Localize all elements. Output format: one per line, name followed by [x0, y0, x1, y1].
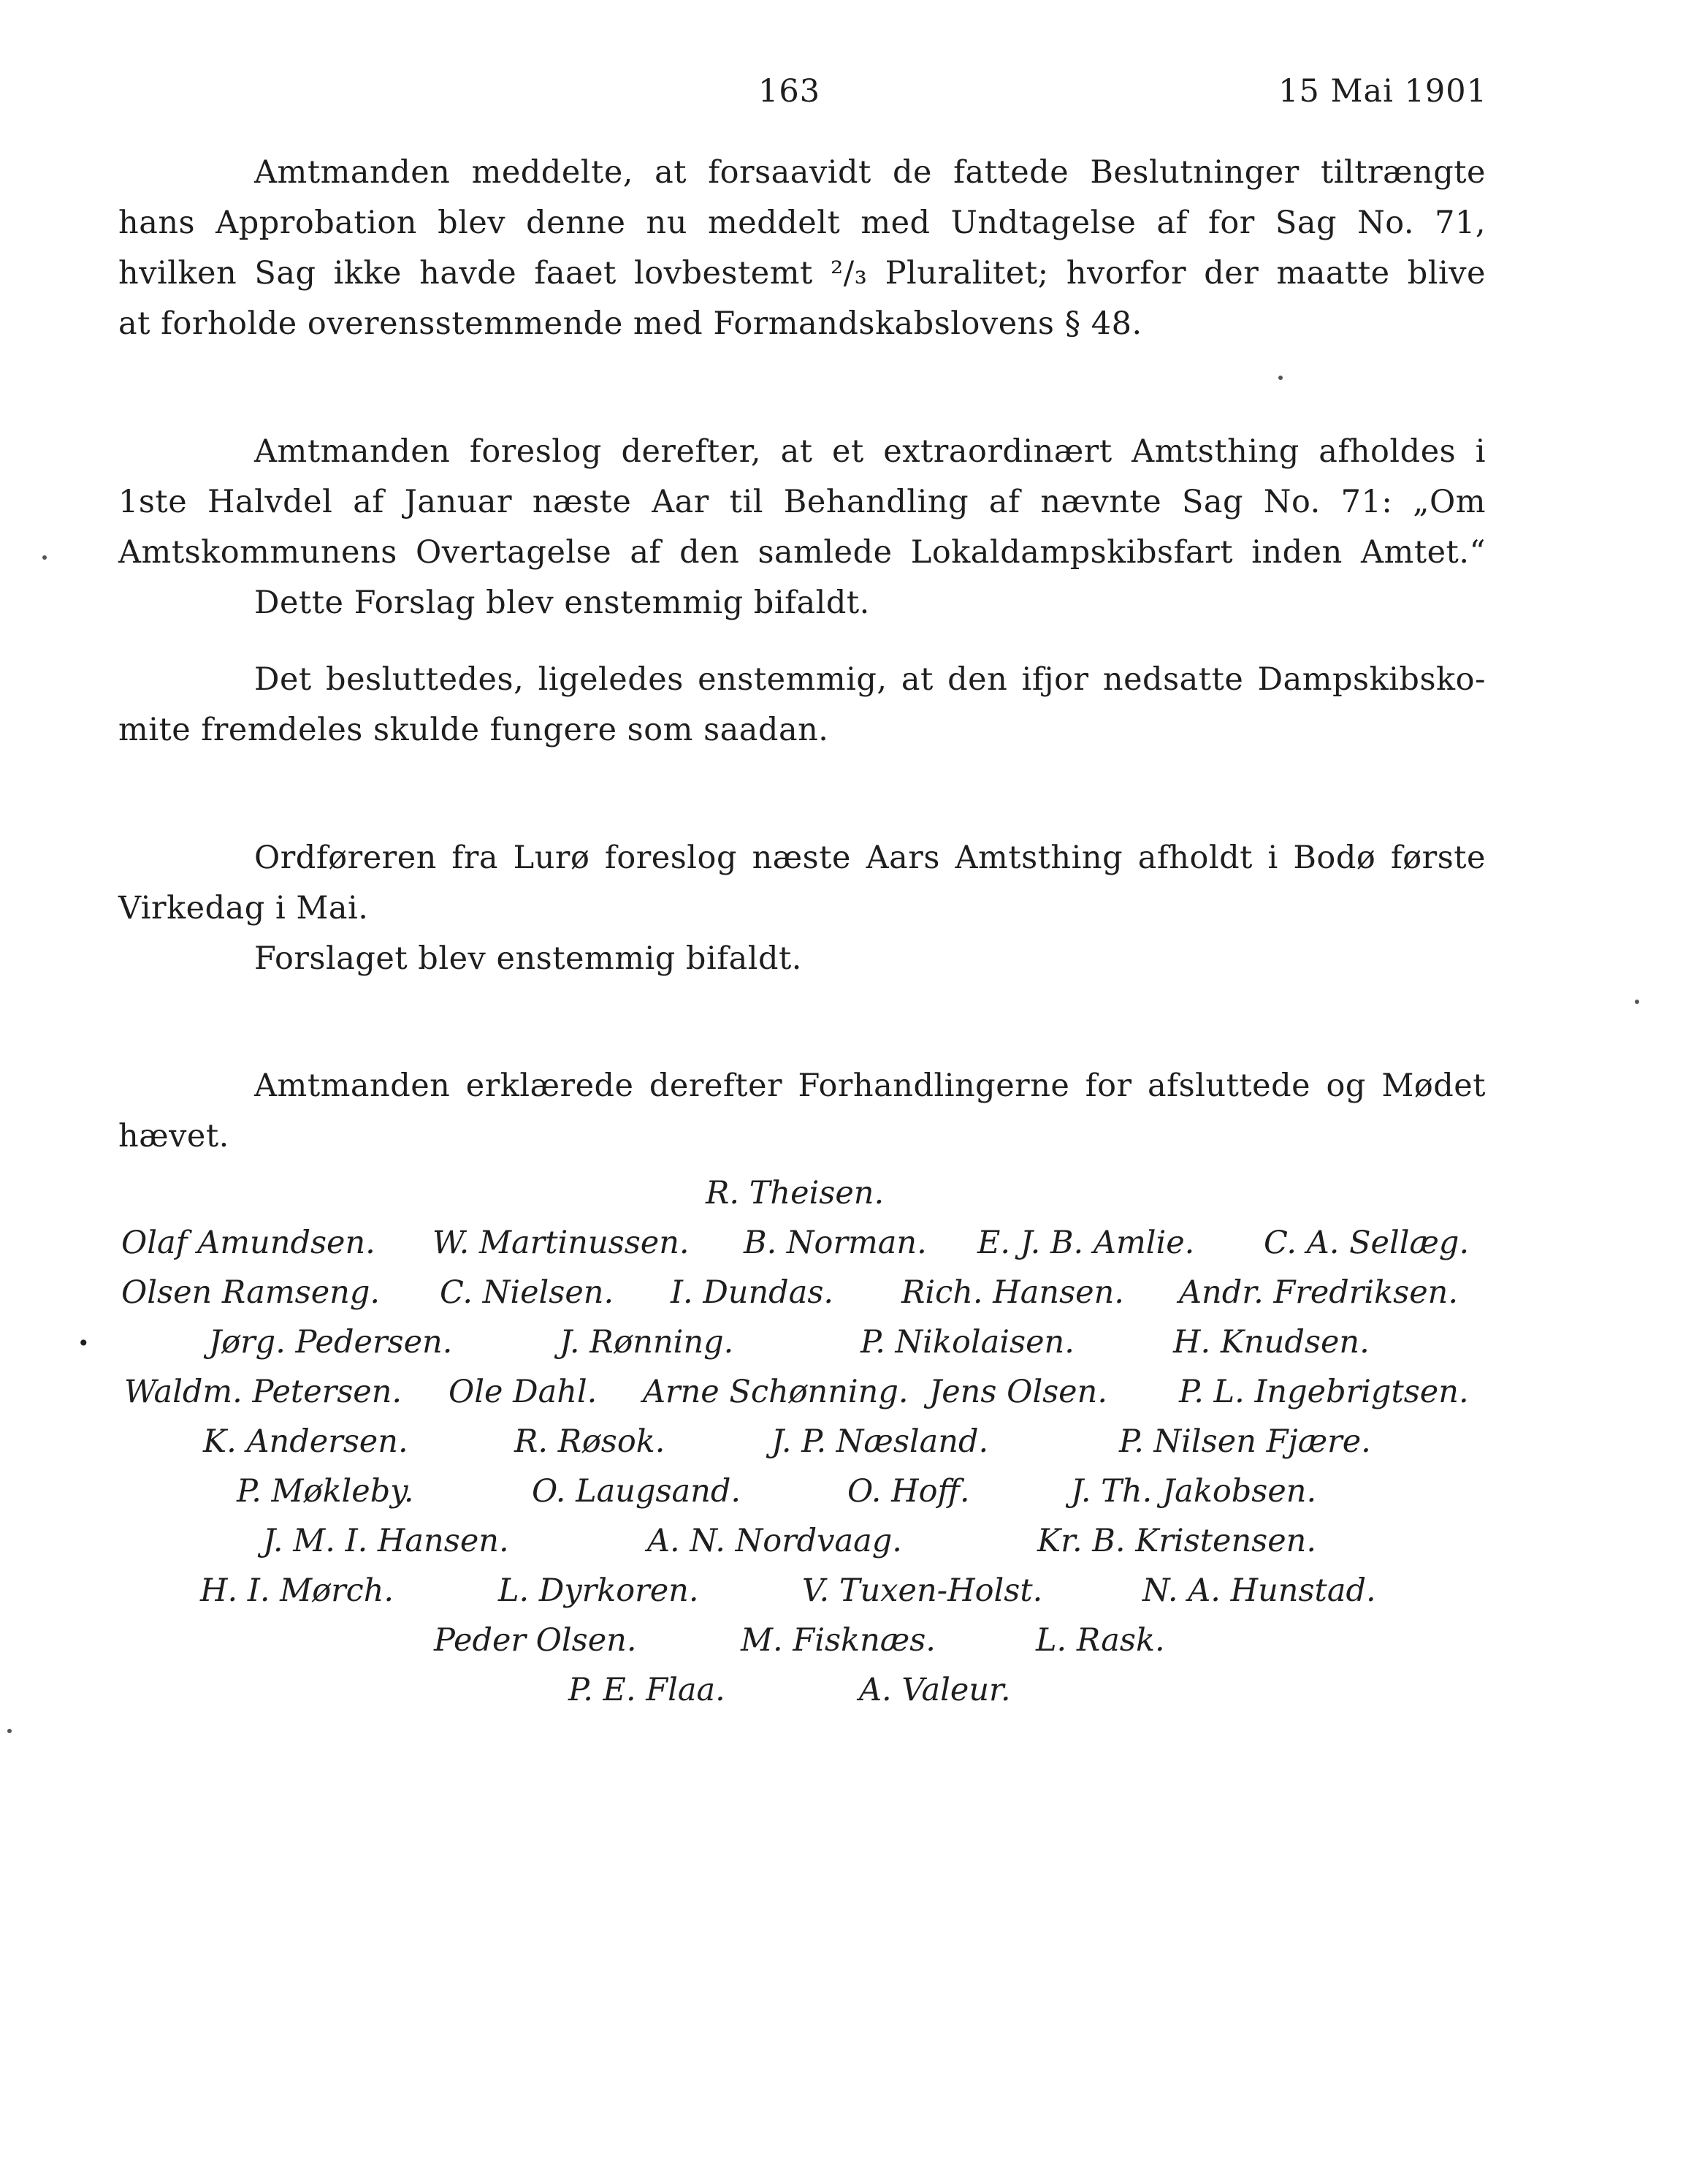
text-line: Amtmanden erklærede derefter Forhandlingerne for afsluttede og Mødet	[254, 1068, 1486, 1104]
signature: J. M. I. Hansen.	[263, 1523, 509, 1559]
signature: O. Laugsand.	[532, 1473, 741, 1510]
signature: I. Dundas.	[671, 1274, 834, 1311]
signature: L. Dyrkoren.	[498, 1572, 699, 1609]
page-date: 15 Mai 1901	[1278, 73, 1487, 110]
signature: P. Nikolaisen.	[860, 1324, 1075, 1361]
signature: J. P. Næsland.	[771, 1423, 989, 1460]
signature-block	[77, 1175, 1486, 1721]
signature-row	[118, 1672, 1486, 1721]
text-line: Virkedag i Mai.	[118, 890, 369, 927]
paragraph-approbation	[118, 148, 1486, 349]
signature-row	[118, 1423, 1486, 1473]
signature: P. E. Flaa.	[568, 1672, 725, 1708]
signature: Andr. Fredriksen.	[1179, 1274, 1459, 1311]
signature-row	[118, 1274, 1486, 1324]
signature: P. Møkleby.	[237, 1473, 414, 1510]
page-number: 163	[758, 73, 821, 110]
signature-row	[77, 1324, 1486, 1374]
signature-row	[118, 1473, 1486, 1523]
signature: K. Andersen.	[203, 1423, 408, 1460]
signature-row	[118, 1572, 1486, 1622]
text-line: Forslaget blev enstemmig bifaldt.	[254, 940, 802, 977]
signature: H. I. Mørch.	[200, 1572, 394, 1609]
scan-speck	[42, 555, 47, 560]
paragraph-next-session	[118, 833, 1486, 984]
text-line: Amtskommunens Overtagelse af den samlede Lokaldampskibsfart inden Amtet.“	[118, 534, 1486, 571]
signature: H. Knudsen.	[1173, 1324, 1370, 1361]
signature: Ole Dahl.	[449, 1374, 598, 1410]
signature: Peder Olsen.	[434, 1622, 637, 1659]
signature: J. Th. Jakobsen.	[1071, 1473, 1317, 1510]
scan-speck	[7, 1729, 12, 1733]
text-line: Dette Forslag blev enstemmig bifaldt.	[254, 585, 870, 621]
text-line: at forholde overensstemmende med Formandskabslovens § 48.	[118, 305, 1142, 342]
signature: Arne Schønning.	[643, 1374, 909, 1410]
signature: Olaf Amundsen.	[121, 1225, 375, 1261]
signature: W. Martinussen.	[432, 1225, 690, 1261]
signature: B. Norman.	[744, 1225, 927, 1261]
signature: V. Tuxen-Holst.	[802, 1572, 1043, 1609]
paragraph-extraordinary-session	[118, 427, 1486, 628]
signature-row	[118, 1622, 1486, 1672]
signature: E. J. B. Amlie.	[977, 1225, 1195, 1261]
text-line: Ordføreren fra Lurø foreslog næste Aars Amtsthing afholdt i Bodø første	[254, 840, 1486, 876]
signature: Jens Olsen.	[929, 1374, 1107, 1410]
signature: A. N. Nordvaag.	[647, 1523, 902, 1559]
text-line: Amtmanden meddelte, at forsaavidt de fattede Beslutninger tiltrængte	[254, 154, 1486, 191]
signature: Kr. B. Kristensen.	[1037, 1523, 1317, 1559]
signature: R. Røsok.	[514, 1423, 665, 1460]
text-line: Det besluttedes, ligeledes enstemmig, at den ifjor nedsatte Dampskibsko-	[254, 661, 1486, 698]
paragraph-steamship-committee	[118, 655, 1486, 756]
signature: O. Hoff.	[847, 1473, 970, 1510]
scan-speck	[1635, 1000, 1639, 1004]
signature: C. A. Sellæg.	[1264, 1225, 1470, 1261]
signature: Waldm. Petersen.	[124, 1374, 402, 1410]
signature: M. Fisknæs.	[741, 1622, 936, 1659]
signature: Jørg. Pedersen.	[209, 1324, 453, 1361]
signature: L. Rask.	[1036, 1622, 1165, 1659]
signature: P. L. Ingebrigtsen.	[1179, 1374, 1469, 1410]
signature: R. Theisen.	[706, 1175, 885, 1211]
signature: A. Valeur.	[859, 1672, 1011, 1708]
text-line: hævet.	[118, 1118, 229, 1154]
signature: Rich. Hansen.	[901, 1274, 1124, 1311]
text-line: mite fremdeles skulde fungere som saadan.	[118, 712, 829, 748]
scan-speck	[1278, 376, 1283, 380]
bullet-mark: •	[77, 1331, 90, 1355]
text-line: hvilken Sag ikke havde faaet lovbestemt ²/₃ Pluralitet; hvorfor der maatte blive	[118, 255, 1486, 292]
signature-row	[118, 1225, 1486, 1274]
text-line: hans Approbation blev denne nu meddelt med Undtagelse af for Sag No. 71,	[118, 205, 1486, 241]
signature-row	[118, 1175, 1486, 1225]
signature: N. A. Hunstad.	[1142, 1572, 1376, 1609]
text-line: 1ste Halvdel af Januar næste Aar til Behandling af nævnte Sag No. 71: „Om	[118, 484, 1486, 520]
signature-row	[118, 1374, 1486, 1423]
signature: J. Rønning.	[560, 1324, 734, 1361]
text-line: Amtmanden foreslog derefter, at et extraordinært Amtsthing afholdes i	[254, 433, 1486, 470]
paragraph-closing	[118, 1061, 1486, 1162]
signature: P. Nilsen Fjære.	[1119, 1423, 1371, 1460]
signature: C. Nielsen.	[440, 1274, 614, 1311]
signature-row	[118, 1523, 1486, 1572]
signature: Olsen Ramseng.	[121, 1274, 381, 1311]
